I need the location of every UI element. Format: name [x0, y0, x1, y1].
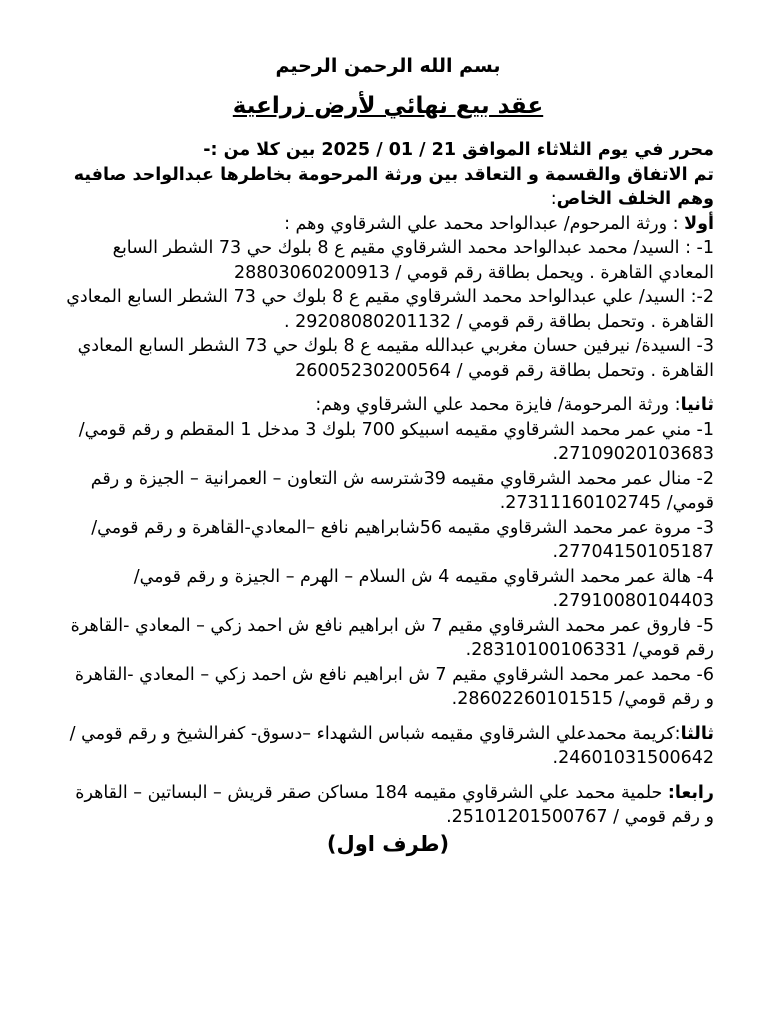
basmala-heading: بسم الله الرحمن الرحيم: [275, 55, 501, 77]
second-heir-item: 1- مني عمر محمد الشرقاوي مقيمه اسبيكو 700 بلوك 3 مدخل 1 المقطم و رقم قومي/ 27109020103683.: [73, 419, 714, 464]
intro-date-line: محرر في يوم الثلاثاء الموافق 21 / 01 / 2025 بين كلا من :-: [203, 140, 714, 160]
first-heir-item: 2-: السيد/ علي عبدالواحد محمد الشرقاوي مقيم ع 8 بلوك حي 73 الشطر السابع المعادي القاهرة . وتحمل بطاقة رقم قومي / 29208080201132 .: [60, 287, 714, 332]
second-header-text: : ورثة المرحومة/ فايزة محمد علي الشرقاوي وهم:: [315, 395, 681, 415]
second-heir-item: 4- هالة عمر محمد الشرقاوي مقيمه 4 ش السلام – الهرم – الجيزة و رقم قومي/ 27910080104403.: [128, 566, 714, 611]
second-heir-item: 2- منال عمر محمد الشرقاوي مقيمه 39شترسه ش التعاون – العمرانية – الجيزة و رقم قومي/ 27311160102745.: [85, 468, 714, 513]
intro-agreement-colon: :: [550, 189, 557, 209]
second-label: ثانيا: [680, 395, 714, 415]
intro-agreement-line: [62, 163, 714, 212]
second-heir-item: 5- فاروق عمر محمد الشرقاوي مقيم 7 ش ابراهيم نافع ش احمد زكي – المعادي -القاهرة رقم قومي/ 28310100106331.: [65, 615, 714, 660]
contract-body: [62, 52, 714, 858]
fourth-text: حلمية محمد علي الشرقاوي مقيمه 184 مساكن صقر قريش – البساتين – القاهرة و رقم قومي / 25101201500767.: [69, 782, 714, 827]
contract-title: عقد بيع نهائي لأرض زراعية: [232, 93, 544, 119]
fourth-heir-paragraph: [62, 781, 714, 830]
third-heir-paragraph: [62, 722, 714, 771]
first-header-text: : ورثة المرحوم/ عبدالواحد محمد علي الشرقاوي وهم :: [284, 213, 685, 234]
second-heirs-header: [62, 393, 714, 418]
first-label: أولا: [684, 213, 714, 234]
second-heir-item: 3- مروة عمر محمد الشرقاوي مقيمه 56شابراهيم نافع –المعادي-القاهرة و رقم قومي/ 27704150105187.: [85, 517, 714, 562]
fourth-label: رابعا:: [667, 782, 714, 803]
first-heir-item: 1- : السيد/ محمد عبدالواحد محمد الشرقاوي مقيم ع 8 بلوك حي 73 الشطر السابع المعادي القاهرة . ويحمل بطاقة رقم قومي / 28803060200913: [107, 238, 714, 283]
first-party-label: (طرف اول): [326, 831, 450, 856]
second-heir-item: 6- محمد عمر محمد الشرقاوي مقيم 7 ش ابراهيم نافع ش احمد زكي – المعادي -القاهرة و رقم قومي/ 28602260101515.: [69, 664, 714, 709]
first-heir-item: 3- السيدة/ نيرفين حسان مغربي عبدالله مقيمه ع 8 بلوك حي 73 الشطر السابع المعادي القاهرة . وتحمل بطاقة رقم قومي / 26005230200564: [72, 336, 714, 381]
third-text: :كريمة محمدعلي الشرقاوي مقيمه شباس الشهداء –دسوق- كفرالشيخ و رقم قومي / 24601031500642.: [64, 723, 714, 768]
first-heirs-header: [62, 212, 714, 237]
third-label: ثالثا: [680, 723, 714, 744]
intro-agreement-text: تم الاتفاق والقسمة و التعاقد بين ورثة المرحومة بخاطرها عبدالواحد صافيه وهم الخلف الخاص: [67, 164, 714, 209]
